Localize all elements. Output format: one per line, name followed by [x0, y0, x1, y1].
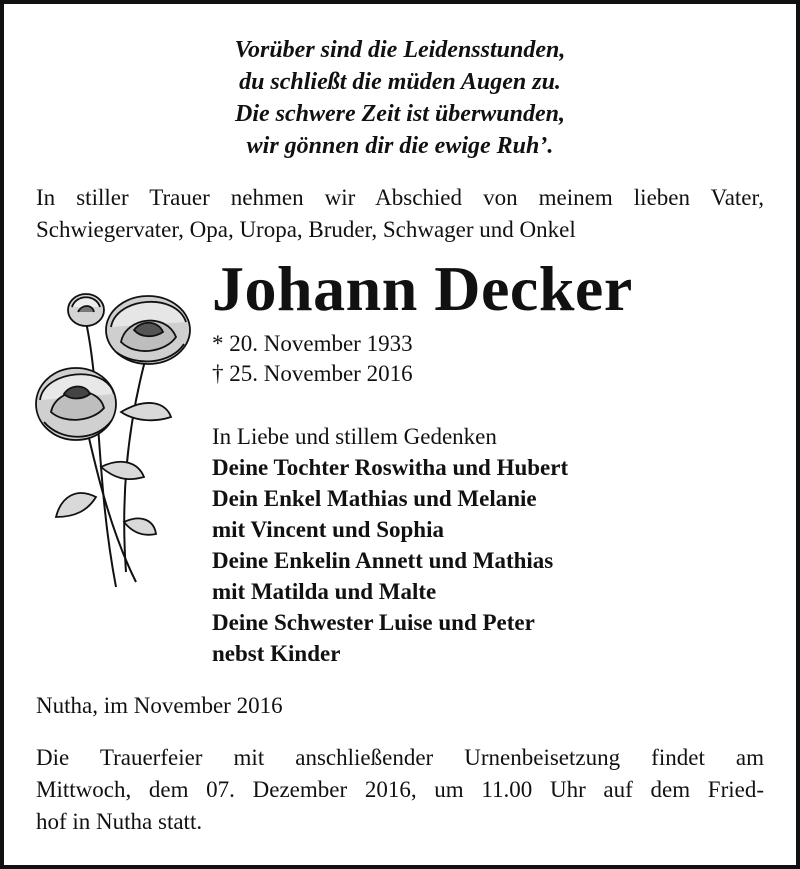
poem-line: Die schwere Zeit ist überwunden, — [234, 101, 565, 127]
intro-line: Schwiegervater, Opa, Uropa, Bruder, Schwager und Onkel — [36, 217, 576, 242]
intro-text — [36, 182, 764, 246]
mourner-line: nebst Kinder — [212, 641, 341, 666]
life-dates — [212, 329, 413, 389]
poem-line: wir gönnen dir die ewige Ruh’. — [246, 133, 554, 159]
intro-line: In stiller Trauer nehmen wir Abschied von meinem lieben Vater, — [36, 185, 764, 210]
notice-line: Die Trauerfeier mit anschließender Urnenbeisetzung findet am — [36, 745, 764, 770]
deceased-name: Johann Decker — [212, 253, 633, 324]
birth-date: * 20. November 1933 — [212, 331, 413, 356]
mourner-line: mit Matilda und Malte — [212, 579, 437, 604]
mourner-line: Dein Enkel Mathias und Melanie — [212, 486, 537, 511]
death-date: † 25. November 2016 — [212, 361, 413, 386]
mourner-line: Deine Enkelin Annett und Mathias — [212, 548, 554, 573]
mourners-heading: In Liebe und stillem Gedenken — [212, 424, 497, 449]
poem-line: du schließt die müden Augen zu. — [239, 69, 561, 95]
memorial-poem — [4, 34, 796, 162]
mourner-line: mit Vincent und Sophia — [212, 517, 444, 542]
mourner-line: Deine Schwester Luise und Peter — [212, 610, 535, 635]
roses-illustration — [26, 282, 206, 592]
mourner-line: Deine Tochter Roswitha und Hubert — [212, 455, 569, 480]
mourners-list — [212, 421, 568, 669]
notice-line: Mittwoch, dem 07. Dezember 2016, um 11.00 Uhr auf dem Fried- — [36, 777, 764, 802]
funeral-notice — [36, 742, 764, 838]
poem-line: Vorüber sind die Leidensstunden, — [234, 37, 566, 63]
place-date: Nutha, im November 2016 — [36, 693, 283, 718]
notice-line: hof in Nutha statt. — [36, 809, 203, 834]
